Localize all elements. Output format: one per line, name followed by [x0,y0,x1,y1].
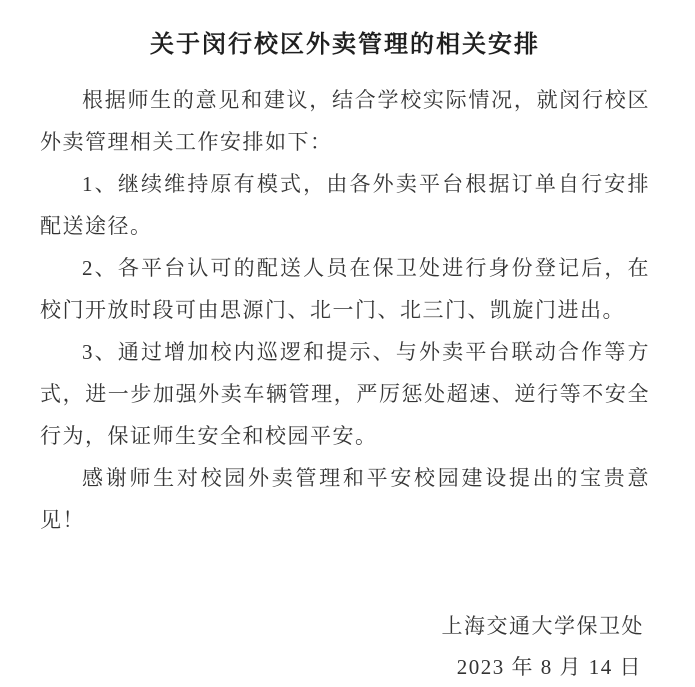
signature-block [40,605,650,687]
paragraph-thanks: 感谢师生对校园外卖管理和平安校园建设提出的宝贵意见！ [40,466,650,532]
signature-organization: 上海交通大学保卫处 [441,614,644,638]
document-body [40,79,650,541]
paragraph-intro: 根据师生的意见和建议，结合学校实际情况，就闵行校区外卖管理相关工作安排如下： [40,88,650,154]
paragraph-item-2: 2、各平台认可的配送人员在保卫处进行身份登记后，在校门开放时段可由思源门、北一门、北三门、凯旋门进出。 [40,256,650,322]
paragraph-item-3: 3、通过增加校内巡逻和提示、与外卖平台联动合作等方式，进一步加强外卖车辆管理，严厉惩处超速、逆行等不安全行为，保证师生安全和校园平安。 [40,340,650,448]
document-title: 关于闵行校区外卖管理的相关安排 [150,31,540,58]
paragraph-item-1: 1、继续维持原有模式，由各外卖平台根据订单自行安排配送途径。 [40,172,650,238]
signature-date: 2023 年 8 月 14 日 [456,655,642,679]
